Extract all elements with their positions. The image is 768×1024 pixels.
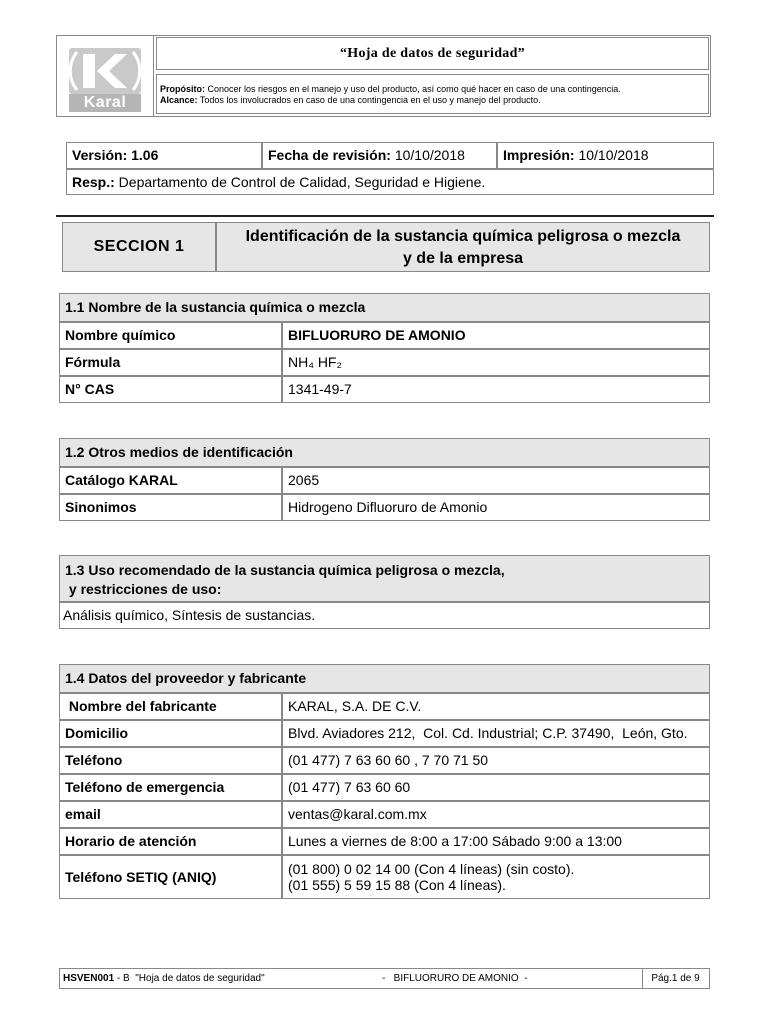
s11-value-chemical-name: BIFLUORURO DE AMONIO bbox=[282, 322, 710, 349]
revision-label: Fecha de revisión: bbox=[268, 147, 391, 163]
karal-logo-icon bbox=[69, 48, 141, 94]
s11-label-cas: N° CAS bbox=[59, 376, 282, 403]
s14-label-emergency-phone: Teléfono de emergencia bbox=[59, 774, 282, 801]
s13-heading bbox=[59, 555, 710, 602]
s14-value-emergency-phone: (01 477) 7 63 60 60 bbox=[282, 774, 710, 801]
revision-date: 10/10/2018 bbox=[390, 147, 465, 163]
section-title-line1: Identificación de la sustancia química peligrosa o mezcla bbox=[245, 228, 681, 245]
s14-label-phone: Teléfono bbox=[59, 747, 282, 774]
section-title-line2: y de la empresa bbox=[402, 250, 524, 267]
scope-line bbox=[160, 95, 708, 106]
s14-label-hours: Horario de atención bbox=[59, 828, 282, 855]
s11-heading: 1.1 Nombre de la sustancia química o mezcla bbox=[59, 293, 710, 322]
s11-label-formula: Fórmula bbox=[59, 349, 282, 376]
s14-value-setiq-line1: (01 800) 0 02 14 00 (Con 4 líneas) (sin costo). bbox=[288, 861, 575, 877]
s14-value-address: Blvd. Aviadores 212, Col. Cd. Industrial; C.P. 37490, León, Gto. bbox=[282, 720, 710, 747]
s14-value-setiq-line2: (01 555) 5 59 15 88 (Con 4 líneas). bbox=[288, 877, 506, 893]
purpose-scope-box bbox=[156, 74, 709, 114]
s14-heading: 1.4 Datos del proveedor y fabricante bbox=[59, 664, 710, 693]
s12-label-synonyms: Sinonimos bbox=[59, 494, 282, 521]
s14-label-manufacturer: Nombre del fabricante bbox=[59, 693, 282, 720]
s13-text: Análisis químico, Síntesis de sustancias. bbox=[59, 602, 710, 629]
s11-label-chemical-name: Nombre químico bbox=[59, 322, 282, 349]
s14-value-hours: Lunes a viernes de 8:00 a 17:00 Sábado 9:00 a 13:00 bbox=[282, 828, 710, 855]
footer-code: HSVEN001 bbox=[63, 973, 115, 984]
s11-value-cas: 1341-49-7 bbox=[282, 376, 710, 403]
footer-page-number: Pág.1 de 9 bbox=[642, 969, 708, 988]
s12-label-catalog: Catálogo KARAL bbox=[59, 467, 282, 494]
section-number: SECCION 1 bbox=[62, 222, 216, 272]
purpose-label: Propósito: bbox=[160, 84, 205, 94]
s14-value-manufacturer: KARAL, S.A. DE C.V. bbox=[282, 693, 710, 720]
s14-label-setiq: Teléfono SETIQ (ANIQ) bbox=[59, 855, 282, 899]
s13-heading-line1: 1.3 Uso recomendado de la sustancia química peligrosa o mezcla, bbox=[65, 562, 505, 578]
s14-value-email: ventas@karal.com.mx bbox=[282, 801, 710, 828]
document-header bbox=[56, 35, 711, 117]
s11-value-formula: NH₄ HF₂ bbox=[282, 349, 710, 376]
revision-cell bbox=[262, 142, 497, 169]
scope-text: Todos los involucrados en caso de una contingencia en el uso y manejo del producto. bbox=[197, 95, 541, 105]
footer-product: - BIFLUORURO DE AMONIO - bbox=[382, 973, 528, 984]
print-cell bbox=[497, 142, 714, 169]
s13-heading-line2: y restricciones de uso: bbox=[65, 581, 222, 597]
responsible-cell bbox=[66, 169, 714, 195]
scope-label: Alcance: bbox=[160, 95, 198, 105]
purpose-text: Conocer los riesgos en el manejo y uso del producto, así como qué hacer en caso de una contingencia. bbox=[205, 84, 621, 94]
print-date: 10/10/2018 bbox=[574, 147, 649, 163]
section-title bbox=[216, 222, 710, 272]
s12-value-synonyms: Hidrogeno Difluoruro de Amonio bbox=[282, 494, 710, 521]
logo-wordmark: Karal bbox=[69, 94, 141, 112]
section-divider bbox=[56, 215, 714, 217]
s14-label-address: Domicilio bbox=[59, 720, 282, 747]
logo-cell bbox=[57, 36, 154, 116]
s14-value-setiq bbox=[282, 855, 710, 899]
purpose-line bbox=[160, 84, 708, 95]
responsible-text: Departamento de Control de Calidad, Seguridad e Higiene. bbox=[114, 174, 486, 190]
s14-label-email: email bbox=[59, 801, 282, 828]
s12-value-catalog: 2065 bbox=[282, 467, 710, 494]
s14-value-phone: (01 477) 7 63 60 60 , 7 70 71 50 bbox=[282, 747, 710, 774]
document-title: “Hoja de datos de seguridad” bbox=[156, 37, 709, 70]
version-cell: Versión: 1.06 bbox=[66, 142, 262, 169]
print-label: Impresión: bbox=[503, 147, 575, 163]
responsible-label: Resp.: bbox=[72, 174, 115, 190]
footer-rev: - B "Hoja de datos de seguridad" bbox=[114, 973, 265, 984]
s12-heading: 1.2 Otros medios de identificación bbox=[59, 438, 710, 467]
page-footer bbox=[59, 968, 710, 989]
footer-doc-code bbox=[63, 969, 265, 988]
